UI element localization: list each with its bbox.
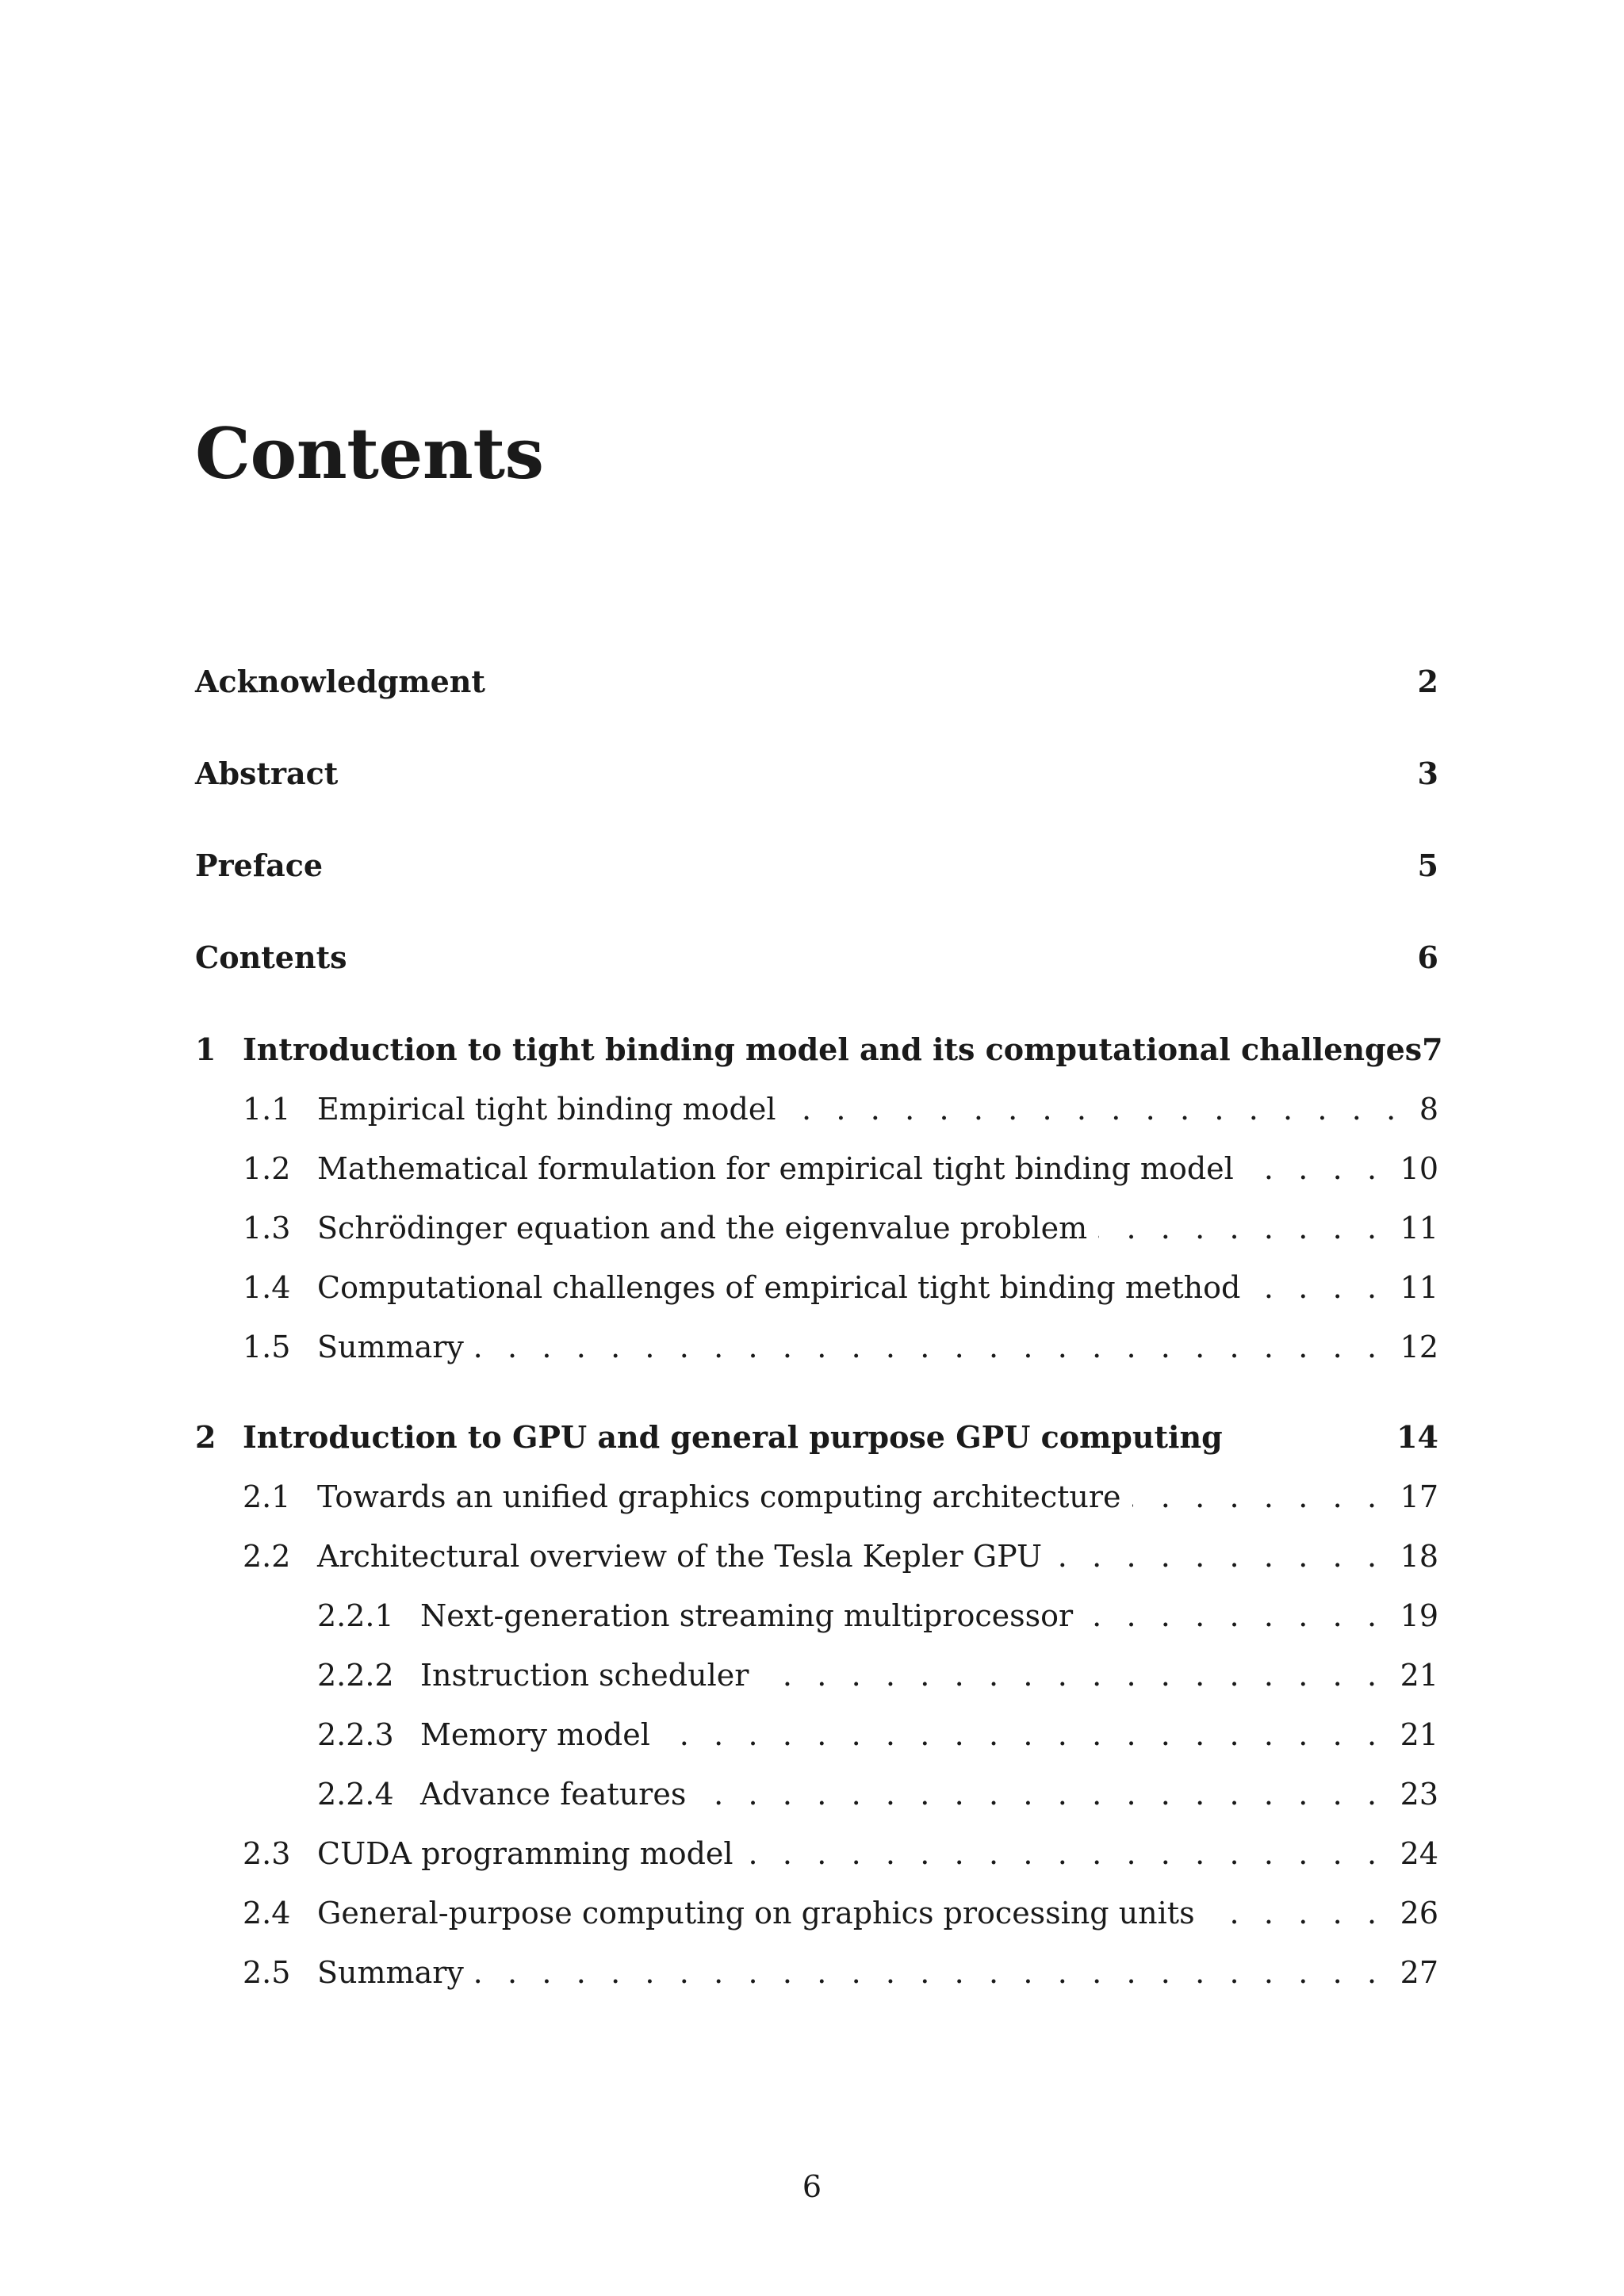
toc-section-number: 2.3 (243, 1836, 291, 1871)
toc-section-number: 2.2 (243, 1539, 291, 1574)
toc-section-1-1[interactable] (243, 1085, 1438, 1133)
toc-chapter-title: Introduction to GPU and general purpose GPU computing (243, 1419, 1223, 1455)
page-title: Contents (195, 412, 544, 495)
toc-section-page: 24 (1400, 1836, 1438, 1871)
toc-section-number: 1.3 (243, 1211, 291, 1246)
dot-leader (745, 1830, 1385, 1877)
dot-leader (760, 1651, 1384, 1699)
toc-section-title: General-purpose computing on graphics processing units (317, 1896, 1195, 1931)
toc-subsection-number: 2.2.4 (317, 1777, 394, 1812)
toc-entry-contents[interactable] (195, 934, 1438, 982)
toc-subsection-title: Next-generation streaming multiprocessor (420, 1598, 1074, 1633)
toc-subsection-title: Advance features (420, 1777, 687, 1812)
toc-section-2-2[interactable] (243, 1533, 1438, 1580)
toc-section-title: Schrödinger equation and the eigenvalue problem (317, 1211, 1088, 1246)
toc-subsection-2-2-4[interactable] (317, 1770, 1438, 1818)
toc-entry-title: Contents (195, 939, 347, 975)
toc-section-title: Computational challenges of empirical tight binding method (317, 1270, 1241, 1305)
toc-section-number: 2.5 (243, 1955, 291, 1990)
toc-chapter-number: 1 (195, 1031, 216, 1067)
toc-entry-acknowledgment[interactable] (195, 658, 1438, 706)
toc-section-page: 18 (1400, 1539, 1438, 1574)
toc-chapter-page: 7 (1422, 1031, 1443, 1067)
toc-section-1-4[interactable] (243, 1264, 1438, 1311)
toc-section-number: 2.1 (243, 1479, 291, 1514)
toc-subsection-number: 2.2.1 (317, 1598, 394, 1633)
toc-section-page: 27 (1400, 1955, 1438, 1990)
dot-leader (1245, 1145, 1385, 1192)
toc-subsection-number: 2.2.2 (317, 1658, 394, 1693)
toc-section-number: 1.2 (243, 1151, 291, 1186)
toc-section-title: Mathematical formulation for empirical tight binding model (317, 1151, 1234, 1186)
toc-section-title: Towards an unified graphics computing architecture (317, 1479, 1121, 1514)
toc-entry-abstract[interactable] (195, 750, 1438, 798)
toc-entry-title: Acknowledgment (195, 664, 485, 699)
toc-section-page: 12 (1400, 1330, 1438, 1364)
toc-section-title: CUDA programming model (317, 1836, 733, 1871)
dot-leader (697, 1770, 1384, 1818)
toc-section-2-4[interactable] (243, 1889, 1438, 1937)
toc-section-title: Empirical tight binding model (317, 1092, 776, 1127)
toc-section-title: Architectural overview of the Tesla Kepler GPU (317, 1539, 1043, 1574)
toc-section-page: 17 (1400, 1479, 1438, 1514)
dot-leader (1132, 1473, 1385, 1521)
toc-entry-page: 2 (1417, 664, 1438, 699)
toc-subsection-page: 19 (1400, 1598, 1438, 1633)
toc-chapter-2[interactable] (195, 1414, 1438, 1461)
toc-section-page: 10 (1400, 1151, 1438, 1186)
toc-subsection-page: 21 (1400, 1717, 1438, 1752)
dot-leader (661, 1711, 1385, 1758)
toc-chapter-number: 2 (195, 1419, 216, 1455)
toc-subsection-title: Instruction scheduler (420, 1658, 749, 1693)
toc-section-2-3[interactable] (243, 1830, 1438, 1877)
toc-subsection-page: 23 (1400, 1777, 1438, 1812)
toc-section-number: 2.4 (243, 1896, 291, 1931)
toc-subsection-2-2-3[interactable] (317, 1711, 1438, 1758)
toc-subsection-2-2-2[interactable] (317, 1651, 1438, 1699)
toc-section-number: 1.5 (243, 1330, 291, 1364)
toc-section-1-2[interactable] (243, 1145, 1438, 1192)
dot-leader (1053, 1533, 1385, 1580)
toc-section-title: Summary (317, 1955, 464, 1990)
toc-entry-page: 3 (1417, 756, 1438, 791)
toc-section-title: Summary (317, 1330, 464, 1364)
toc-subsection-2-2-1[interactable] (317, 1592, 1438, 1640)
dot-leader (1206, 1889, 1385, 1937)
toc-section-2-1[interactable] (243, 1473, 1438, 1521)
dot-leader (1098, 1204, 1385, 1252)
toc-section-page: 11 (1400, 1211, 1438, 1246)
dot-leader (1251, 1264, 1384, 1311)
toc-section-2-5[interactable] (243, 1949, 1438, 1996)
dot-leader (1084, 1592, 1384, 1640)
toc-section-page: 8 (1419, 1092, 1438, 1127)
toc-chapter-1[interactable] (195, 1026, 1443, 1073)
toc-section-number: 1.1 (243, 1092, 291, 1127)
toc-section-1-3[interactable] (243, 1204, 1438, 1252)
page-number: 6 (802, 2169, 822, 2204)
toc-entry-preface[interactable] (195, 842, 1438, 890)
toc-subsection-number: 2.2.3 (317, 1717, 394, 1752)
dot-leader (475, 1323, 1385, 1371)
toc-section-1-5[interactable] (243, 1323, 1438, 1371)
dot-leader (475, 1949, 1385, 1996)
toc-section-page: 11 (1400, 1270, 1438, 1305)
toc-chapter-title: Introduction to tight binding model and its computational challenges (243, 1031, 1423, 1067)
toc-chapter-page: 14 (1396, 1419, 1438, 1455)
toc-subsection-title: Memory model (420, 1717, 650, 1752)
toc-section-page: 26 (1400, 1896, 1438, 1931)
toc-section-number: 1.4 (243, 1270, 291, 1305)
dot-leader (787, 1085, 1404, 1133)
toc-subsection-page: 21 (1400, 1658, 1438, 1693)
toc-entry-page: 5 (1417, 848, 1438, 883)
toc-entry-page: 6 (1417, 939, 1438, 975)
toc-entry-title: Abstract (195, 756, 339, 791)
toc-entry-title: Preface (195, 848, 324, 883)
